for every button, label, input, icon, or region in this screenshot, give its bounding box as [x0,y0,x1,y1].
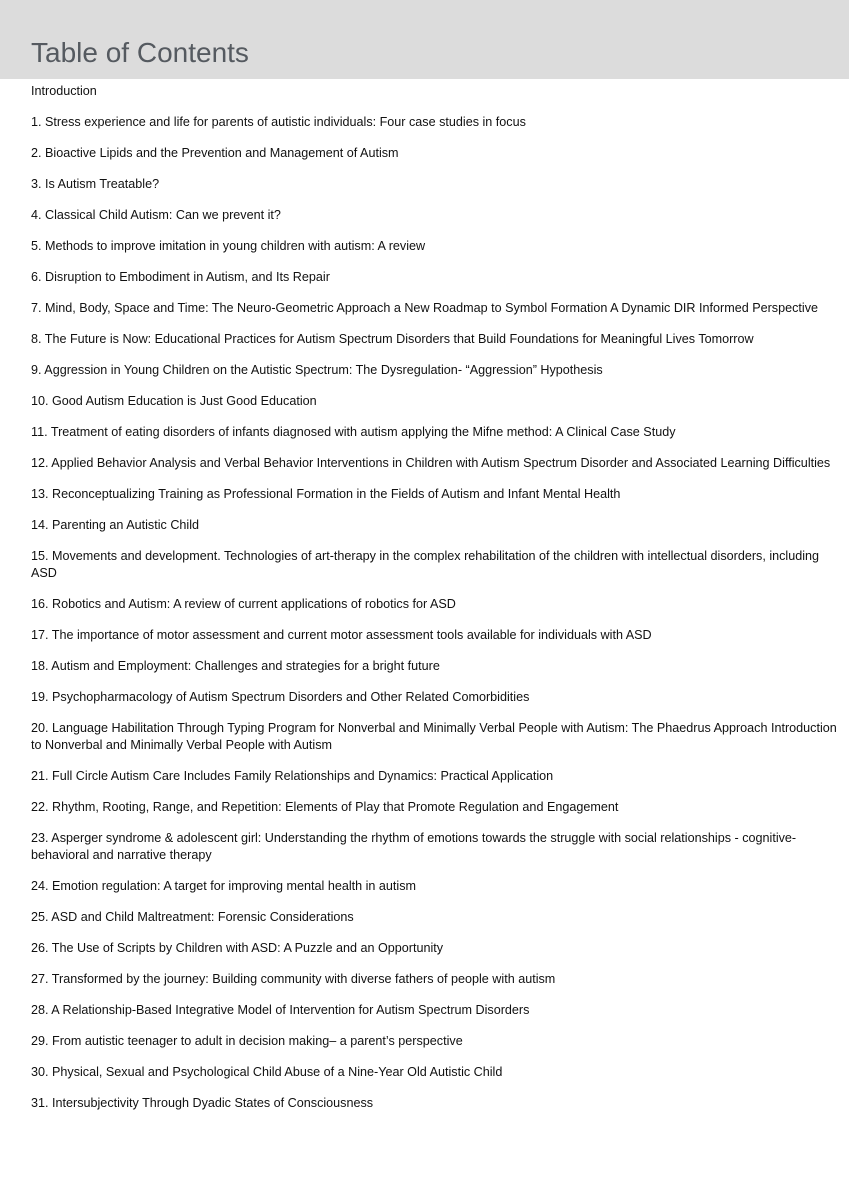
toc-entry-9: 9. Aggression in Young Children on the Autistic Spectrum: The Dysregulation- “Aggression” Hypothesis [31,363,603,377]
page-title: Table of Contents [31,37,249,68]
toc-entry-13: 13. Reconceptualizing Training as Professional Formation in the Fields of Autism and Infant Mental Health [31,487,621,501]
toc-entry-12: 12. Applied Behavior Analysis and Verbal Behavior Interventions in Children with Autism Spectrum Disorder and Associated Learning Difficulties [31,456,831,470]
toc-entry-introduction: Introduction [31,84,97,98]
toc-entry-21: 21. Full Circle Autism Care Includes Family Relationships and Dynamics: Practical Application [31,769,554,783]
toc-entry-14: 14. Parenting an Autistic Child [31,518,200,532]
toc-entry-31: 31. Intersubjectivity Through Dyadic States of Consciousness [31,1096,374,1110]
toc-entry-30: 30. Physical, Sexual and Psychological Child Abuse of a Nine-Year Old Autistic Child [31,1065,503,1079]
toc-entry-1: 1. Stress experience and life for parents of autistic individuals: Four case studies in focus [31,115,526,129]
toc-entry-11: 11. Treatment of eating disorders of infants diagnosed with autism applying the Mifne method: A Clinical Case Study [31,425,676,439]
toc-entry-4: 4. Classical Child Autism: Can we prevent it? [31,208,281,222]
toc-entry-27: 27. Transformed by the journey: Building community with diverse fathers of people with autism [31,972,556,986]
toc-entry-20: 20. Language Habilitation Through Typing Program for Nonverbal and Minimally Verbal People with Autism: The Phaedrus Approach Introduction to Nonverbal and Minimally Verbal People with Autism [31,721,837,752]
toc-entry-2: 2. Bioactive Lipids and the Prevention and Management of Autism [31,146,399,160]
toc-entry-8: 8. The Future is Now: Educational Practices for Autism Spectrum Disorders that Build Foundations for Meaningful Lives Tomorrow [31,332,754,346]
toc-entry-19: 19. Psychopharmacology of Autism Spectrum Disorders and Other Related Comorbidities [31,690,530,704]
toc-entry-10: 10. Good Autism Education is Just Good Education [31,394,317,408]
toc-entry-16: 16. Robotics and Autism: A review of current applications of robotics for ASD [31,597,456,611]
toc-entry-18: 18. Autism and Employment: Challenges and strategies for a bright future [31,659,440,673]
toc-entry-7: 7. Mind, Body, Space and Time: The Neuro-Geometric Approach a New Roadmap to Symbol Formation A Dynamic DIR Informed Perspective [31,301,818,315]
toc-entry-28: 28. A Relationship-Based Integrative Model of Intervention for Autism Spectrum Disorders [31,1003,530,1017]
toc-list [31,83,843,1126]
toc-entry-3: 3. Is Autism Treatable? [31,177,160,191]
toc-entry-5: 5. Methods to improve imitation in young children with autism: A review [31,239,426,253]
toc-entry-24: 24. Emotion regulation: A target for improving mental health in autism [31,879,417,893]
toc-entry-17: 17. The importance of motor assessment and current motor assessment tools available for individuals with ASD [31,628,652,642]
toc-entry-6: 6. Disruption to Embodiment in Autism, and Its Repair [31,270,330,284]
toc-entry-23: 23. Asperger syndrome & adolescent girl: Understanding the rhythm of emotions towards the struggle with social relationships - cognitive-behavioral and narrative therapy [31,831,797,862]
toc-entry-25: 25. ASD and Child Maltreatment: Forensic Considerations [31,910,354,924]
toc-entry-15: 15. Movements and development. Technologies of art-therapy in the complex rehabilitation of the children with intellectual disorders, including ASD [31,549,820,580]
toc-entry-26: 26. The Use of Scripts by Children with ASD: A Puzzle and an Opportunity [31,941,444,955]
header-banner [0,0,849,79]
toc-entry-22: 22. Rhythm, Rooting, Range, and Repetition: Elements of Play that Promote Regulation and Engagement [31,800,619,814]
toc-entry-29: 29. From autistic teenager to adult in decision making– a parent’s perspective [31,1034,463,1048]
